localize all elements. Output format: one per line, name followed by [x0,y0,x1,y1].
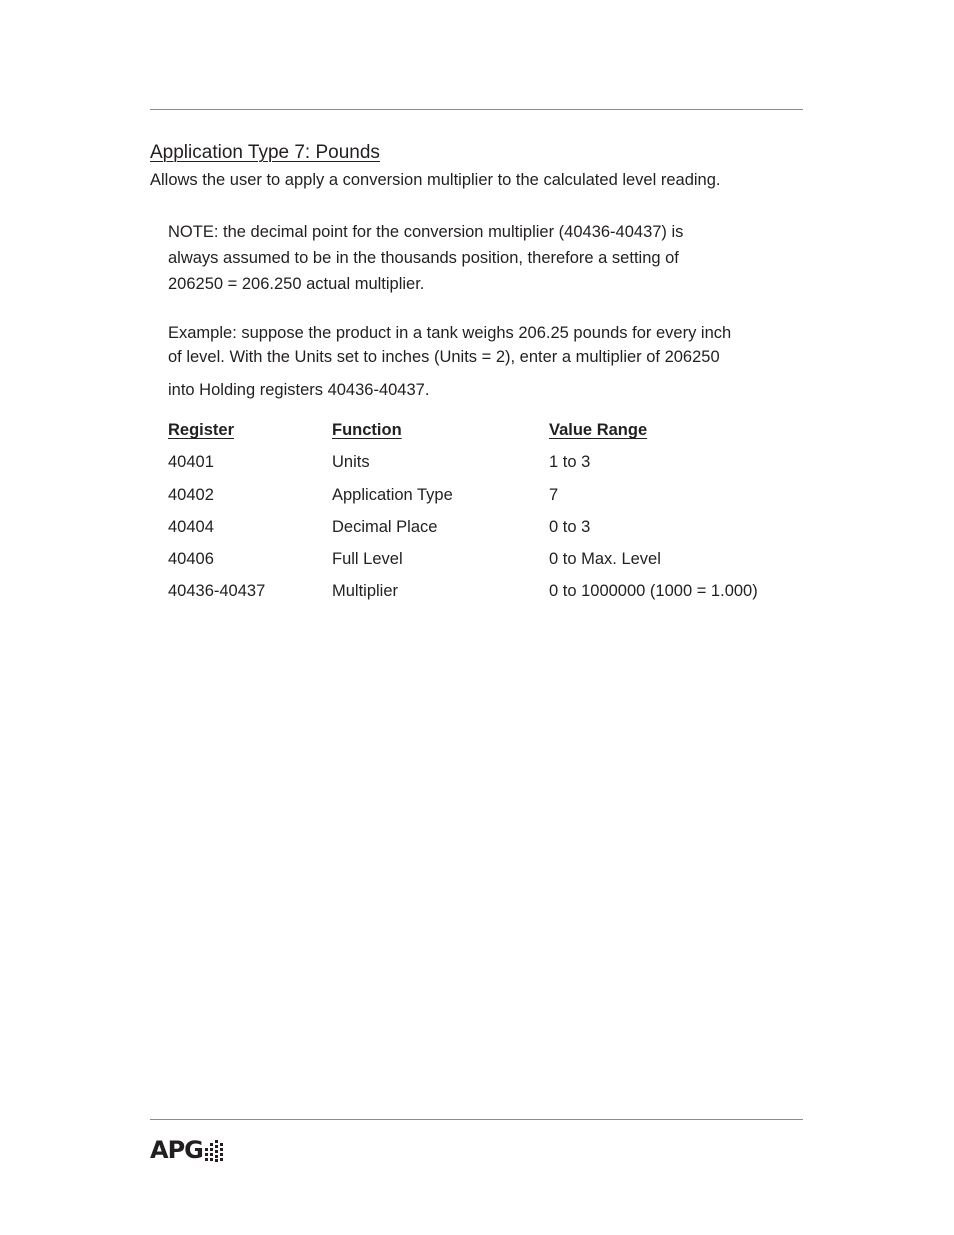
value-range-cell: 1 to 3 [549,453,591,472]
note-line: always assumed to be in the thousands position, therefore a setting of [168,249,679,267]
column-header-register: Register [168,421,235,439]
table-row [168,486,808,518]
function-cell: Application Type [332,485,453,504]
register-cell: 40402 [168,485,214,504]
value-range-cell: 7 [549,485,559,504]
register-cell: 40404 [168,517,214,536]
function-cell: Full Level [332,550,403,569]
note-line: NOTE: the decimal point for the conversion multiplier (40436-40437) is [168,223,684,241]
footer-divider [150,1119,803,1120]
function-cell: Units [332,453,370,472]
section-heading: Application Type 7: Pounds [150,142,380,163]
column-header-value-range: Value Range [549,421,648,439]
example-line: into Holding registers 40436-40437. [168,381,430,399]
example-line: of level. With the Units set to inches (Units = 2), enter a multiplier of 206250 [168,348,720,366]
register-table [168,421,808,615]
example-line: Example: suppose the product in a tank weighs 206.25 pounds for every inch [168,324,732,342]
table-row [168,582,808,614]
apg-dot-grid-icon [205,1140,225,1162]
register-cell: 40401 [168,453,214,472]
column-header-function: Function [332,421,402,439]
example-paragraph [168,321,808,403]
note-paragraph [168,219,808,297]
table-row [168,453,808,485]
table-row [168,518,808,550]
register-cell: 40436-40437 [168,582,266,601]
function-cell: Decimal Place [332,517,438,536]
logo-text: APG [150,1136,203,1164]
section-intro: Allows the user to apply a conversion multiplier to the calculated level reading. [150,171,721,189]
header-divider [150,109,803,110]
note-line: 206250 = 206.250 actual multiplier. [168,275,425,293]
value-range-cell: 0 to Max. Level [549,550,661,569]
table-header-row [168,421,808,453]
value-range-cell: 0 to 1000000 (1000 = 1.000) [549,582,758,601]
table-row [168,550,808,582]
value-range-cell: 0 to 3 [549,517,591,536]
register-cell: 40406 [168,550,214,569]
function-cell: Multiplier [332,582,399,601]
apg-logo [150,1136,225,1164]
